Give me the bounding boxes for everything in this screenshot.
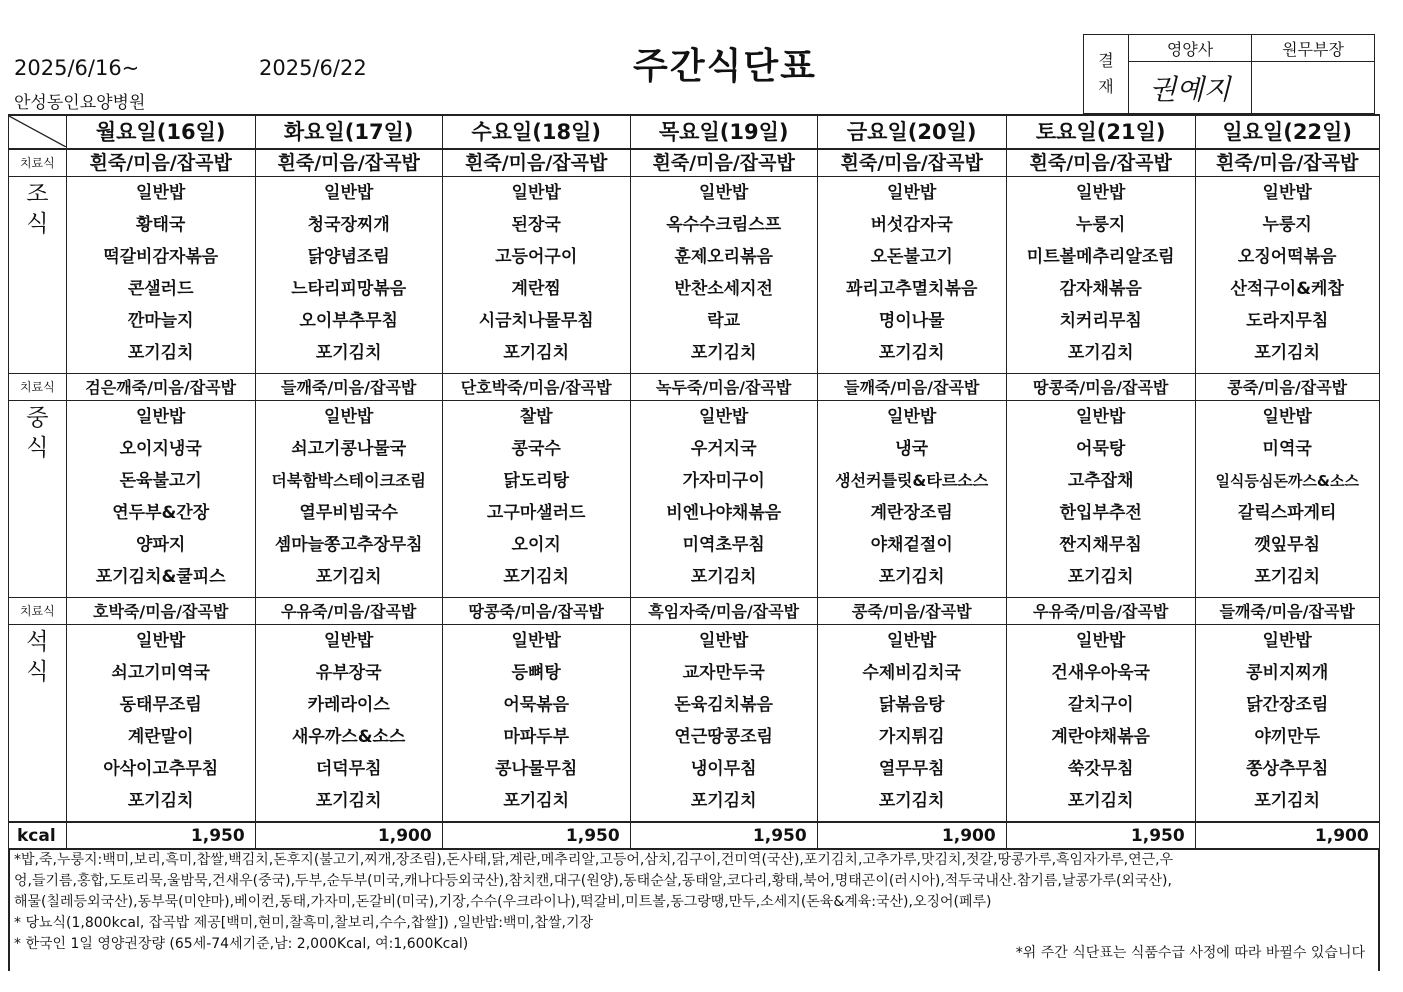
menu-item: 깻잎무침: [1254, 535, 1321, 555]
therapy-cell: 들깨죽/미음/잡곡밥: [817, 374, 1006, 401]
menu-item: 포기김치: [1067, 567, 1134, 587]
menu-cell: [1195, 401, 1379, 598]
menu-cell: [442, 401, 630, 598]
menu-item: 포기김치: [878, 343, 945, 363]
menu-item: 고추잡채: [1067, 471, 1134, 491]
page-title: 주간식단표: [633, 46, 817, 87]
menu-item: 청국장찌개: [307, 215, 390, 235]
menu-item: 포기김치: [1067, 343, 1134, 363]
menu-item: 쇠고기미역국: [111, 663, 210, 683]
meal-row-lunch: [9, 401, 1380, 598]
kcal-cell: 1,900: [255, 822, 442, 849]
menu-item: 일반밥: [136, 407, 186, 427]
menu-cell: [817, 625, 1006, 823]
menu-item: 느타리피망볶음: [291, 279, 407, 299]
menu-item: 가지튀김: [878, 727, 945, 747]
menu-item: 양파지: [136, 535, 186, 555]
menu-item: 포기김치: [1254, 791, 1321, 811]
meal-label-breakfast: [9, 177, 67, 374]
therapy-row-dinner: [9, 598, 1380, 625]
therapy-cell: 흑임자죽/미음/잡곡밥: [630, 598, 817, 625]
menu-cell: [630, 401, 817, 598]
menu-item: 야채겉절이: [870, 535, 953, 555]
menu-item: 포기김치: [315, 567, 382, 587]
menu-cell: [630, 625, 817, 823]
therapy-cell: 콩죽/미음/잡곡밥: [1195, 374, 1379, 401]
menu-item: 마파두부: [503, 727, 570, 747]
menu-item: 포기김치: [127, 791, 194, 811]
menu-item: 오이지: [511, 535, 561, 555]
approval-col-manager: 원무부장: [1252, 35, 1375, 62]
day-header: 일요일(22일): [1195, 115, 1379, 149]
day-header: 화요일(17일): [255, 115, 442, 149]
meal-label-top: 조: [26, 181, 49, 207]
menu-item: 꽈리고추멸치볶음: [845, 279, 978, 299]
meal-row-dinner: [9, 625, 1380, 823]
signature-empty: [1252, 62, 1375, 114]
menu-cell: [66, 625, 255, 823]
menu-item: 포기김치: [127, 343, 194, 363]
menu-item: 떡갈비감자볶음: [103, 247, 219, 267]
menu-item: 일식등심돈까스&소스: [1215, 472, 1359, 490]
corner-diagonal: [9, 116, 66, 147]
meal-label-bottom: 식: [26, 211, 49, 237]
menu-item: 시금치나물무침: [478, 311, 594, 331]
therapy-row-breakfast: [9, 149, 1380, 177]
approval-label: [1084, 35, 1129, 114]
day-header: 금요일(20일): [817, 115, 1006, 149]
menu-cell: [255, 401, 442, 598]
note-line: * 당뇨식(1,800kcal, 잡곡밥 제공[백미,현미,찰흑미,찰보리,수수,찹쌀]) ,일반밥:백미,찹쌀,기장: [14, 915, 594, 931]
menu-item: 콘샐러드: [127, 279, 194, 299]
therapy-cell: 검은깨죽/미음/잡곡밥: [66, 374, 255, 401]
menu-item: 포기김치: [503, 343, 570, 363]
signature-text: 권예지: [1149, 72, 1231, 106]
menu-item: 교자만두국: [682, 663, 765, 683]
menu-cell: [1195, 177, 1379, 374]
meal-label-bottom: 식: [26, 659, 49, 685]
menu-item: 일반밥: [511, 183, 561, 203]
menu-cell: [630, 177, 817, 374]
menu-item: 어묵탕: [1076, 439, 1126, 459]
therapy-cell: 콩죽/미음/잡곡밥: [817, 598, 1006, 625]
menu-table: [8, 114, 1380, 850]
menu-item: 콩비지찌개: [1246, 663, 1329, 683]
day-header: 목요일(19일): [630, 115, 817, 149]
menu-item: 돈육불고기: [119, 471, 202, 491]
meal-label-top: 석: [26, 629, 49, 655]
kcal-cell: 1,950: [630, 822, 817, 849]
menu-item: 포기김치: [503, 567, 570, 587]
menu-item: 일반밥: [1262, 183, 1312, 203]
therapy-cell: 땅콩죽/미음/잡곡밥: [1006, 374, 1195, 401]
menu-item: 오징어떡볶음: [1237, 247, 1337, 267]
kcal-cell: 1,900: [817, 822, 1006, 849]
day-header: 토요일(21일): [1006, 115, 1195, 149]
note-line: * 한국인 1일 영양권장량 (65세-74세기준,남: 2,000Kcal, 여:1,600Kcal): [14, 936, 469, 952]
therapy-label: 치료식: [9, 598, 67, 625]
menu-item: 미역국: [1262, 439, 1312, 459]
menu-item: 연근땅콩조림: [674, 727, 773, 747]
menu-item: 고등어구이: [495, 247, 578, 267]
therapy-label: 치료식: [9, 149, 67, 177]
menu-item: 일반밥: [1262, 407, 1312, 427]
menu-item: 카레라이스: [307, 695, 390, 715]
kcal-row: [9, 822, 1380, 849]
menu-item: 쑥갓무침: [1067, 759, 1134, 779]
menu-cell: [817, 401, 1006, 598]
menu-item: 비엔나야채볶음: [666, 503, 782, 523]
menu-item: 포기김치: [878, 791, 945, 811]
menu-cell: [1006, 177, 1195, 374]
kcal-cell: 1,950: [66, 822, 255, 849]
menu-item: 어묵볶음: [503, 695, 570, 715]
menu-item: 쫑상추무침: [1246, 759, 1329, 779]
menu-item: 일반밥: [1076, 631, 1126, 651]
menu-item: 새우까스&소스: [292, 727, 406, 747]
menu-item: 포기김치: [690, 343, 757, 363]
menu-cell: [442, 625, 630, 823]
corner-cell: [9, 115, 67, 149]
day-header: 월요일(16일): [66, 115, 255, 149]
menu-item: 생선커틀릿&타르소스: [835, 471, 989, 490]
menu-item: 계란장조림: [870, 503, 953, 523]
menu-item: 오돈불고기: [870, 247, 953, 267]
menu-item: 계란야채볶음: [1051, 727, 1150, 747]
menu-item: 오이부추무침: [299, 311, 398, 331]
menu-cell: [66, 401, 255, 598]
menu-cell: [442, 177, 630, 374]
menu-item: 훈제오리볶음: [674, 247, 773, 267]
menu-item: 더덕무침: [315, 759, 382, 779]
menu-item: 열무무침: [878, 759, 945, 779]
menu-item: 포기김치&쿨피스: [95, 567, 226, 587]
note-line: *밥,죽,누룽지:백미,보리,흑미,찹쌀,백김치,돈후지(불고기,찌개,장조림),돈사태,닭,계란,메추리알,고등어,삼치,김구이,건미역(국산),포기김치,고추가루,맛김치,젓갈,땅콩가루,흑임자가루,연근,우: [14, 852, 1174, 868]
menu-item: 일반밥: [699, 407, 749, 427]
menu-item: 계란찜: [511, 279, 561, 299]
therapy-cell: 들깨죽/미음/잡곡밥: [1195, 598, 1379, 625]
note-line: 해물(칠레등외국산),동부묵(미얀마),베이컨,동태,가자미,돈갈비(미국),기장,수수(우크라이나),떡갈비,미트볼,동그랑땡,만두,소세지(돈육&계육:국산),오징어(페루): [14, 894, 992, 910]
therapy-cell: 흰죽/미음/잡곡밥: [630, 149, 817, 177]
hospital-name: 안성동인요양병원: [14, 93, 146, 113]
day-header: 수요일(18일): [442, 115, 630, 149]
menu-item: 포기김치: [1254, 567, 1321, 587]
menu-item: 명이나물: [878, 311, 945, 331]
menu-item: 더북함박스테이크조림: [271, 471, 426, 490]
menu-item: 일반밥: [699, 183, 749, 203]
date-end: 2025/6/22: [259, 56, 367, 80]
day-header-row: [9, 115, 1380, 149]
menu-item: 동태무조림: [119, 695, 202, 715]
menu-item: 치커리무침: [1059, 311, 1142, 331]
menu-item: 도라지무침: [1246, 311, 1329, 331]
kcal-cell: 1,950: [442, 822, 630, 849]
menu-item: 수제비김치국: [862, 663, 961, 683]
therapy-cell: 우유죽/미음/잡곡밥: [255, 598, 442, 625]
meal-label-lunch: [9, 401, 67, 598]
origin-notes: [14, 850, 1386, 955]
therapy-cell: 흰죽/미음/잡곡밥: [66, 149, 255, 177]
menu-item: 포기김치: [315, 343, 382, 363]
menu-item: 고구마샐러드: [486, 503, 586, 523]
date-start: 2025/6/16~: [14, 56, 140, 80]
menu-item: 일반밥: [1076, 183, 1126, 203]
menu-item: 연두부&간장: [112, 503, 210, 523]
menu-item: 일반밥: [324, 183, 374, 203]
menu-item: 일반밥: [887, 407, 937, 427]
menu-item: 냉이무침: [690, 759, 757, 779]
approval-label-bottom: 재: [1098, 77, 1114, 96]
menu-item: 가자미구이: [682, 471, 765, 491]
menu-cell: [1195, 625, 1379, 823]
menu-item: 포기김치: [878, 567, 945, 587]
menu-item: 갈릭스파게티: [1237, 503, 1337, 523]
menu-item: 감자채볶음: [1059, 279, 1142, 299]
menu-item: 일반밥: [324, 407, 374, 427]
meal-label-top: 중: [26, 405, 49, 431]
menu-item: 닭볶음탕: [878, 695, 945, 715]
menu-cell: [1006, 625, 1195, 823]
menu-item: 짠지채무침: [1059, 535, 1142, 555]
approval-box: [1083, 34, 1375, 114]
approval-col-nutritionist: 영양사: [1129, 35, 1252, 62]
menu-item: 옥수수크림스프: [666, 215, 782, 235]
approval-label-top: 결: [1098, 51, 1114, 70]
menu-item: 찰밥: [519, 407, 553, 427]
therapy-cell: 들깨죽/미음/잡곡밥: [255, 374, 442, 401]
notes-border-left: [8, 850, 10, 971]
change-notice: *위 주간 식단표는 식품수급 사정에 따라 바뀔수 있습니다: [1015, 945, 1365, 961]
therapy-cell: 흰죽/미음/잡곡밥: [255, 149, 442, 177]
menu-item: 일반밥: [1076, 407, 1126, 427]
menu-item: 오이지냉국: [119, 439, 202, 459]
menu-cell: [255, 625, 442, 823]
therapy-cell: 흰죽/미음/잡곡밥: [817, 149, 1006, 177]
kcal-cell: 1,900: [1195, 822, 1379, 849]
menu-item: 한입부추전: [1059, 503, 1142, 523]
menu-item: 일반밥: [511, 631, 561, 651]
menu-item: 미역초무침: [682, 535, 765, 555]
menu-item: 일반밥: [887, 183, 937, 203]
menu-item: 쇠고기콩나물국: [291, 439, 407, 459]
menu-item: 아삭이고추무침: [103, 759, 219, 779]
signature: [1129, 62, 1252, 114]
menu-item: 건새우아욱국: [1051, 663, 1150, 683]
menu-item: 된장국: [511, 215, 561, 235]
therapy-row-lunch: [9, 374, 1380, 401]
menu-item: 닭간장조림: [1246, 695, 1329, 715]
menu-item: 닭도리탕: [503, 471, 570, 491]
menu-item: 버섯감자국: [870, 215, 953, 235]
menu-item: 열무비빔국수: [299, 503, 398, 523]
menu-item: 등뼈탕: [511, 663, 561, 683]
menu-item: 미트볼메추리알조림: [1026, 247, 1175, 267]
menu-cell: [66, 177, 255, 374]
menu-item: 포기김치: [503, 791, 570, 811]
menu-item: 야끼만두: [1254, 727, 1321, 747]
menu-item: 갈치구이: [1067, 695, 1134, 715]
menu-item: 우거지국: [690, 439, 757, 459]
menu-item: 돈육김치볶음: [674, 695, 773, 715]
kcal-label: kcal: [9, 822, 67, 849]
menu-item: 계란말이: [127, 727, 194, 747]
menu-item: 셈마늘쫑고추장무침: [274, 535, 423, 555]
therapy-cell: 흰죽/미음/잡곡밥: [1195, 149, 1379, 177]
therapy-cell: 호박죽/미음/잡곡밥: [66, 598, 255, 625]
meal-label-bottom: 식: [26, 435, 49, 461]
kcal-cell: 1,950: [1006, 822, 1195, 849]
menu-item: 포기김치: [1254, 343, 1321, 363]
menu-item: 반찬소세지전: [674, 279, 773, 299]
meal-row-breakfast: [9, 177, 1380, 374]
therapy-cell: 녹두죽/미음/잡곡밥: [630, 374, 817, 401]
menu-item: 일반밥: [136, 183, 186, 203]
menu-cell: [1006, 401, 1195, 598]
menu-item: 일반밥: [887, 631, 937, 651]
therapy-label: 치료식: [9, 374, 67, 401]
menu-item: 누룽지: [1262, 215, 1312, 235]
menu-item: 유부장국: [315, 663, 382, 683]
menu-item: 일반밥: [324, 631, 374, 651]
menu-item: 포기김치: [690, 791, 757, 811]
menu-item: 포기김치: [315, 791, 382, 811]
menu-item: 일반밥: [699, 631, 749, 651]
menu-item: 락교: [707, 311, 741, 331]
therapy-cell: 땅콩죽/미음/잡곡밥: [442, 598, 630, 625]
menu-item: 일반밥: [1262, 631, 1312, 651]
menu-item: 닭양념조림: [307, 247, 390, 267]
menu-item: 누룽지: [1076, 215, 1126, 235]
menu-item: 콩국수: [511, 439, 561, 459]
menu-item: 산적구이&케찹: [1230, 279, 1344, 299]
therapy-cell: 우유죽/미음/잡곡밥: [1006, 598, 1195, 625]
menu-item: 포기김치: [690, 567, 757, 587]
menu-item: 콩나물무침: [495, 759, 578, 779]
therapy-cell: 흰죽/미음/잡곡밥: [1006, 149, 1195, 177]
note-line: 엉,들기름,홍합,도토리묵,울밤묵,건새우(중국),두부,순두부(미국,캐나다등외국산),참치캔,대구(원양),동태순살,동태알,코다리,황태,북어,명태곤이(러시아),적두국내산.참기름,날콩가루(외국산),: [14, 873, 1172, 889]
meal-label-dinner: [9, 625, 67, 823]
menu-item: 황태국: [136, 215, 186, 235]
menu-cell: [817, 177, 1006, 374]
therapy-cell: 단호박죽/미음/잡곡밥: [442, 374, 630, 401]
menu-item: 포기김치: [1067, 791, 1134, 811]
therapy-cell: 흰죽/미음/잡곡밥: [442, 149, 630, 177]
menu-item: 일반밥: [136, 631, 186, 651]
menu-cell: [255, 177, 442, 374]
menu-item: 냉국: [895, 439, 929, 459]
menu-item: 깐마늘지: [127, 311, 194, 331]
